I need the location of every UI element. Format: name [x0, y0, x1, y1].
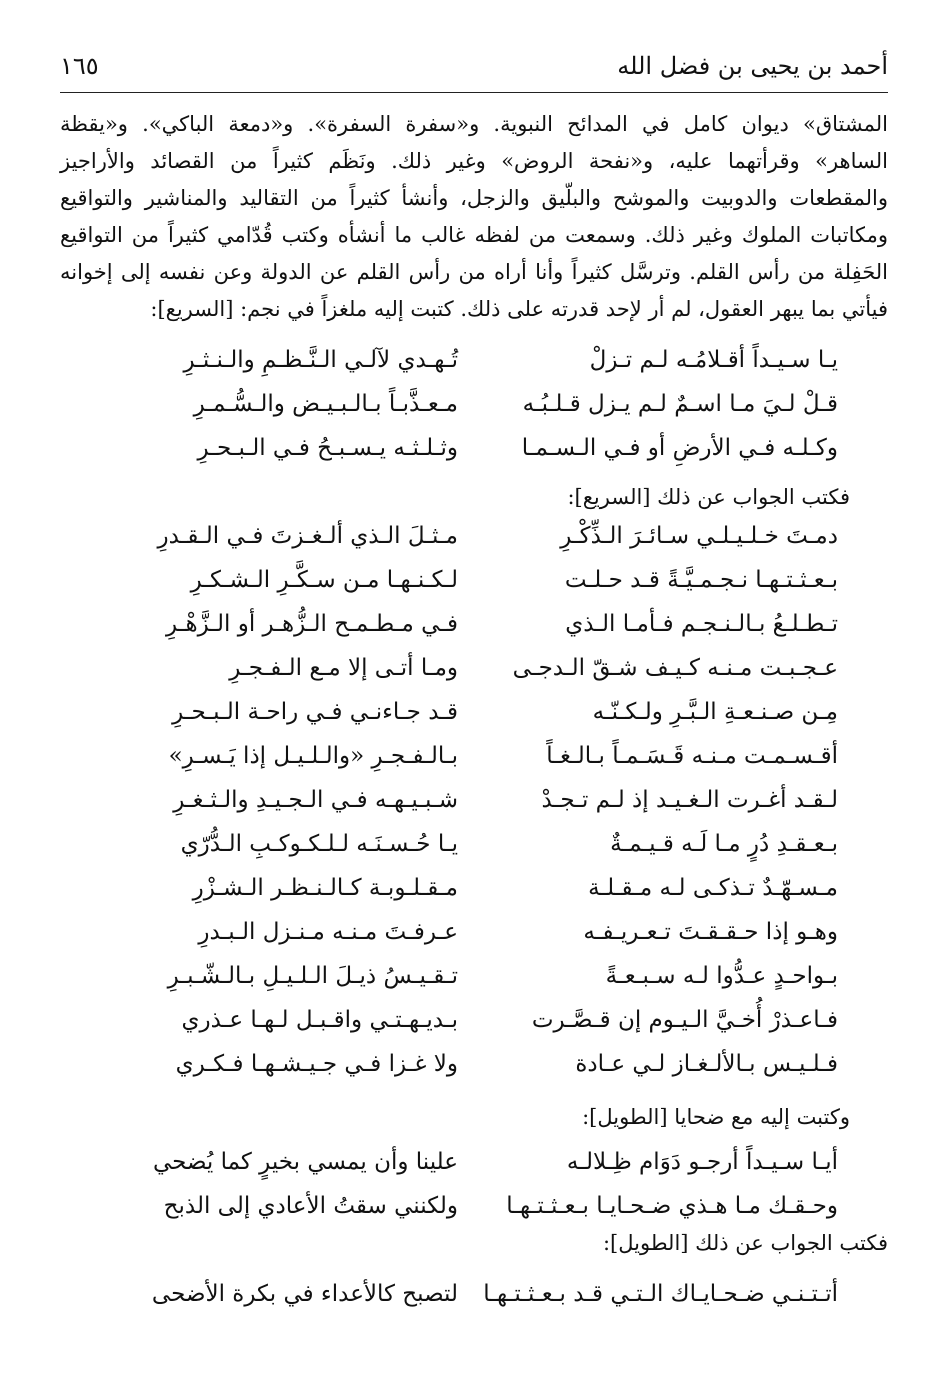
verse-line: [60, 338, 888, 382]
letter-intro: وكتبت إليه مع ضحايا [الطويل]:: [582, 1105, 850, 1129]
verse-second-hemistich: مـثـلَ الـذي ألـغـزتَ فـي الـقـدرِ: [157, 523, 458, 549]
verse-line: [60, 602, 888, 646]
verse-line: [60, 646, 888, 690]
verse-line: [60, 866, 888, 910]
verse-second-hemistich: قـد جـاءنـي فـي راحـة الـبـحـرِ: [172, 699, 458, 725]
verse-line: [60, 734, 888, 778]
verse-line: [60, 1042, 888, 1086]
verse-second-hemistich: تُـهـدي لآلـي الـنَّـظـمِ والـنـثـرِ: [183, 347, 458, 373]
verse-first-hemistich: أقـسـمـت مـنـه قَـسَـمـاً بـالـغـاً: [546, 743, 838, 769]
poem-4: [60, 1272, 888, 1316]
verse-first-hemistich: بـعـقـدِ دُرٍ مـا لَـه قـيـمـةٌ: [610, 831, 838, 857]
verse-first-hemistich: لـقـد أغـرت الـغـيـد إذ لـم تـجـدْ: [541, 787, 838, 813]
verse-line: [60, 954, 888, 998]
verse-second-hemistich: ومـا أتـى إلا مـع الـفـجـرِ: [229, 655, 458, 681]
verse-second-hemistich: بـالـفـجـرِ «والـلـيـل إذا يَـسـرِ»: [168, 743, 458, 769]
page-header: [60, 46, 888, 86]
verse-line: [60, 690, 888, 734]
verse-line: [60, 558, 888, 602]
verse-first-hemistich: دمـتَ خـلـيـلـي سـائـرَ الـذِّكْـرِ: [560, 523, 838, 549]
verse-first-hemistich: يـا سـيـداً أقـلامُـه لـم تـزلْ: [589, 347, 838, 373]
verse-first-hemistich: مـسـهّـدٌ تـذكـى لـه مـقـلـة: [588, 875, 838, 901]
verse-line: [60, 514, 888, 558]
verse-second-hemistich: مـقـلـوبـة كـالـنـظـر الـشـزْرِ: [192, 875, 458, 901]
running-title: أحمد بن يحيى بن فضل الله: [617, 52, 888, 80]
verse-second-hemistich: علينا وأن يمسي بخيرٍ كما يُضحي: [152, 1149, 458, 1175]
verse-first-hemistich: بـواحـدٍ عـدُّوا لـه سـبـعـةً: [605, 963, 838, 989]
verse-first-hemistich: مِـن صـنـعـةِ الـبَّـرِ ولـكـنّـه: [592, 699, 838, 725]
reply-intro-2: فكتب الجواب عن ذلك [الطويل]:: [602, 1231, 888, 1255]
verse-line: [60, 426, 888, 470]
verse-line: [60, 910, 888, 954]
verse-line: [60, 998, 888, 1042]
verse-second-hemistich: ولا غـزا فـي جـيـشـهـا فـكـري: [175, 1051, 458, 1077]
page-number: ١٦٥: [60, 52, 99, 80]
verse-second-hemistich: لتصبح كالأعداء في بكرة الأضحى: [151, 1281, 458, 1307]
reply-intro-1: فكتب الجواب عن ذلك [السريع]:: [567, 485, 850, 509]
verse-line: [60, 822, 888, 866]
verse-second-hemistich: وثـلـثـه يـسـبـحُ فـي الـبـحـرِ: [197, 435, 458, 461]
verse-second-hemistich: ولكنني سقتُ الأعادي إلى الذبح: [163, 1193, 458, 1219]
verse-second-hemistich: تـقـيـسُ ذيـلَ الـلـيـلِ بـالـشّـبـرِ: [167, 963, 458, 989]
poem-1: [60, 338, 888, 470]
verse-first-hemistich: تـطـلـعُ بـالـنـجـم فـأمـا الـذي: [565, 611, 838, 637]
verse-line: [60, 778, 888, 822]
verse-line: [60, 1184, 888, 1228]
verse-first-hemistich: وهـو إذا حـقـقـتَ تـعـريـفـه: [583, 919, 838, 945]
verse-first-hemistich: أتـتـنـي ضـحـايـاك الـتـي قـد بـعـثـتـهـا: [483, 1281, 838, 1307]
header-rule: [60, 92, 888, 93]
verse-first-hemistich: أيـا سـيـداً أرجـو دَوَام ظِـلالـه: [566, 1149, 838, 1175]
verse-first-hemistich: بـعـثـتـهـا نـجـمـيَّـةً قـد حـلـت: [564, 567, 838, 593]
verse-second-hemistich: عـرفـتَ مـنـه مـنـزل الـبـدرِ: [198, 919, 458, 945]
verse-first-hemistich: وكـلـه فـي الأرضِ أو فـي الـسـمـا: [521, 435, 838, 461]
poem-3: [60, 1140, 888, 1228]
prose-paragraph: المشتاق» ديوان كامل في المدائح النبوية. و«سفرة السفرة». و«دمعة الباكي». و«يقظة الساهر» وقرأتهما عليه، و«نفحة الروض» وغير ذلك. ونَظَم كثيراً من القصائد والأراجيز والمقطعات والدوبيت والموشح والبلّيق والزجل، وأنشأ كثيراً من التقاليد والمناشير والتواقيع ومكاتبات الملوك وغير ذلك. وسمعت من لفظه غالب ما أنشأه وكتب قُدّامي كثيراً من التواقيع الحَفِلة من رأس القلم. وترسَّل كثيراً وأنا أراه من رأس القلم عن الدولة وعن نفسه إلى إخوانه فيأتي بما يبهر العقول، لم أر لإحد قدرته على ذلك. كتبت إليه ملغزاً في نجم: [السريع]:: [60, 112, 888, 321]
verse-second-hemistich: فـي مـطـمـح الـزُّهـر أو الـزَّهْـرِ: [166, 611, 458, 637]
verse-line: [60, 1140, 888, 1184]
verse-line: [60, 1272, 888, 1316]
verse-second-hemistich: مـعـذَّبـاً بـالـبـيـض والـسُّـمـرِ: [193, 391, 458, 417]
verse-first-hemistich: وحـقـك مـا هـذي ضـحـايـا بـعـثـتـهـا: [506, 1193, 838, 1219]
verse-second-hemistich: لـكـنـهـا مـن سـكَّـرِ الـشـكـرِ: [190, 567, 458, 593]
verse-first-hemistich: فـلـيـس بـالألـغـاز لـي عـادة: [575, 1051, 838, 1077]
verse-first-hemistich: فـاعـذرْ أُخـيَّ الـيـوم إن قـصَّـرت: [531, 1007, 838, 1033]
verse-second-hemistich: يـا حُـسـنَـه لـلـكـوكـبِ الـدُّرّي: [180, 831, 458, 857]
verse-first-hemistich: قـلْ لـيَ مـا اسـمٌ لـم يـزل قـلـبُـه: [522, 391, 838, 417]
verse-first-hemistich: عـجـبـت مـنـه كـيـف شـقّ الـدجـى: [512, 655, 838, 681]
prose-block: [60, 106, 888, 328]
verse-second-hemistich: شـبـيـهـه فـي الـجـيـدِ والـثـغـرِ: [173, 787, 458, 813]
verse-second-hemistich: بـديـهـتـي واقـبـل لـهـا عـذري: [181, 1007, 458, 1033]
verse-line: [60, 382, 888, 426]
poem-2: [60, 514, 888, 1086]
